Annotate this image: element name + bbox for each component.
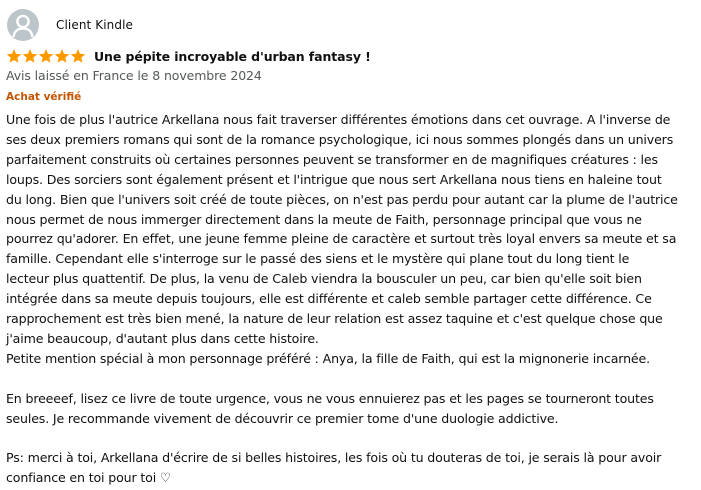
person-icon: [7, 9, 39, 41]
star-rating[interactable]: [6, 48, 86, 64]
review-line: du long. Bien que l'univers soit créé de toute pièces, on n'est pas perdu pour autant car la plume de l'autrice: [6, 191, 678, 207]
review-title[interactable]: Une pépite incroyable d'urban fantasy !: [94, 48, 371, 64]
review-line: Petite mention spécial à mon personnage préféré : Anya, la fille de Faith, qui est la mignonerie incarnée.: [6, 350, 650, 366]
star-icon: [38, 48, 54, 64]
review-line: Une fois de plus l'autrice Arkellana nous fait traverser différentes émotions dans cet ouvrage. A l'inverse de: [6, 112, 671, 127]
reviewer-profile[interactable]: [7, 8, 133, 42]
review-line: famille. Cependant elle s'interroge sur le passé des siens et le mystère qui plane tout du long tient le: [6, 251, 630, 267]
blank-line: [6, 428, 698, 448]
star-icon: [70, 48, 86, 64]
review-line: confiance en toi pour toi ♡: [6, 470, 172, 486]
review-line: parfaitement construits où certaines personnes peuvent se transformer en de magnifiques créatures : les: [6, 151, 658, 167]
star-icon: [6, 48, 22, 64]
review-line: loups. Des sorciers sont également présent et l'intrigue que nous sert Arkellana nous tiens en haleine tout: [6, 171, 662, 187]
review-line: seules. Je recommande vivement de découvrir ce premier tome d'une duologie addictive.: [6, 410, 559, 426]
star-icon: [22, 48, 38, 64]
avatar[interactable]: [7, 9, 39, 41]
review-line: Ps: merci à toi, Arkellana d'écrire de si belles histoires, les fois où tu douteras de toi, je serais là pour avoir: [6, 450, 662, 466]
review-body: [6, 110, 698, 488]
review-line: lecteur plus quattentif. De plus, la venu de Caleb viendra la bousculer un peu, car bien qu'elle soit bien: [6, 271, 642, 287]
review-date: Avis laissé en France le 8 novembre 2024: [6, 68, 262, 83]
verified-purchase-badge: Achat vérifié: [6, 91, 82, 103]
review-line: rapprochement est très bien mené, la nature de leur relation est assez taquine et c'est quelque chose que: [6, 311, 663, 327]
review-line: En breeeef, lisez ce livre de toute urgence, vous ne vous ennuierez pas et les pages se tourneront toutes: [6, 390, 654, 406]
star-icon: [54, 48, 70, 64]
review-title-row: [6, 46, 371, 66]
review-line: nous permet de nous immerger directement dans la meute de Faith, personnage principal que vous ne: [6, 211, 642, 227]
review-line: j'aime beaucoup, d'autant plus dans cette histoire.: [6, 330, 319, 346]
review-line: ses deux premiers romans qui sont de la romance psychologique, ici nous sommes plongés dans un univers: [6, 131, 674, 147]
review-line: intégrée dans sa meute depuis toujours, elle est différente et caleb semble partager cette différence. Ce: [6, 291, 652, 307]
blank-line: [6, 369, 698, 389]
reviewer-name[interactable]: Client Kindle: [56, 18, 133, 32]
review-line: pourrez qu'adorer. En effet, une jeune femme pleine de caractère et surtout très loyal envers sa meute et sa: [6, 231, 677, 247]
